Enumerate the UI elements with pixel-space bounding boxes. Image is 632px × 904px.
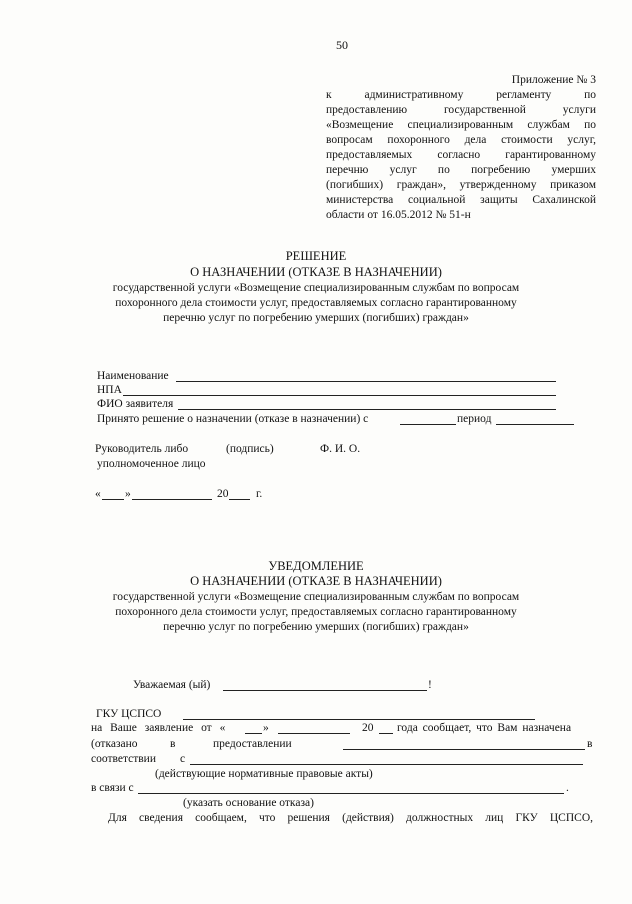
app-close-quote: » [263, 722, 269, 734]
refused-word-3: предоставлении [213, 738, 292, 750]
field-name-line[interactable] [176, 381, 556, 382]
accepted-date-line[interactable] [400, 424, 456, 425]
due-to-label: в связи с [91, 782, 134, 794]
date-close-quote: » [125, 488, 131, 500]
decision-desc: перечню услуг по погребению умерших (погибших) граждан» [163, 312, 469, 324]
greeting-name-line[interactable] [223, 690, 427, 691]
acts-hint: (действующие нормативные правовые акты) [155, 768, 373, 780]
due-to-line[interactable] [138, 793, 564, 794]
decision-title: РЕШЕНИЕ [285, 249, 347, 263]
notice-desc: похоронного дела стоимости услуг, предоставляемых согласно гарантированному [115, 606, 517, 618]
greeting-exclaim: ! [428, 679, 432, 691]
org-line[interactable] [183, 719, 535, 720]
fio-label: Ф. И. О. [320, 443, 361, 455]
due-to-end: . [566, 782, 569, 794]
appendix-line: к административному регламенту по [326, 89, 596, 101]
appendix-line: предоставлению государственной услуги [326, 104, 596, 116]
notice-title: УВЕДОМЛЕНИЕ [268, 559, 364, 573]
date-open-quote: « [95, 488, 101, 500]
signature-label: (подпись) [226, 443, 274, 455]
head-label: Руководитель либо [95, 443, 189, 455]
date-month-line[interactable] [132, 499, 212, 500]
greeting-label: Уважаемая (ый) [133, 679, 211, 691]
decision-subtitle: О НАЗНАЧЕНИИ (ОТКАЗЕ В НАЗНАЧЕНИИ) [190, 265, 442, 279]
app-suffix: года сообщает, что Вам назначена [397, 722, 572, 734]
page-number: 50 [336, 38, 348, 52]
appendix-line: «Возмещение специализированным службам по [326, 119, 596, 131]
notice-desc: перечню услуг по погребению умерших (погибших) граждан» [163, 621, 469, 633]
period-line[interactable] [496, 424, 574, 425]
app-month-line[interactable] [278, 733, 350, 734]
reason-hint: (указать основание отказа) [183, 797, 314, 809]
field-fio-label: ФИО заявителя [97, 398, 174, 410]
refused-line[interactable] [343, 749, 585, 750]
date-suffix: г. [256, 488, 263, 500]
date-year-line[interactable] [229, 499, 250, 500]
appendix-line: министерства социальной защиты Сахалинской [326, 194, 596, 206]
authorized-label: уполномоченное лицо [97, 458, 206, 470]
notice-last-line: Для сведения сообщаем, что решения (действия) должностных лиц ГКУ ЦСПСО, [108, 812, 593, 824]
accordance-word-2: с [180, 753, 186, 765]
appendix-line: перечню услуг по погребению умерших [326, 164, 596, 176]
refused-end: в [587, 738, 593, 750]
decision-desc: государственной услуги «Возмещение специализированным службам по вопросам [112, 282, 520, 294]
appendix-line: предоставляемых согласно гарантированному [326, 149, 596, 161]
notice-subtitle: О НАЗНАЧЕНИИ (ОТКАЗЕ В НАЗНАЧЕНИИ) [190, 574, 442, 588]
appendix-line: вопросам похоронного дела стоимости услуг, [326, 134, 596, 146]
accordance-line[interactable] [190, 764, 583, 765]
accepted-text: Принято решение о назначении (отказе в назначении) с [97, 413, 369, 425]
date-day-line[interactable] [102, 499, 124, 500]
refused-word-1: (отказано [91, 738, 138, 750]
date-year-prefix: 20 [217, 488, 229, 500]
field-fio-line[interactable] [178, 409, 556, 410]
field-npa-line[interactable] [123, 395, 556, 396]
decision-desc: похоронного дела стоимости услуг, предоставляемых согласно гарантированному [115, 297, 517, 309]
app-year-prefix: 20 [362, 722, 374, 734]
refused-word-2: в [170, 738, 176, 750]
org-label: ГКУ ЦСПСО [96, 708, 162, 720]
app-year-line[interactable] [379, 733, 393, 734]
appendix-line: (погибших) граждан», утвержденному приказом [326, 179, 596, 191]
field-name-label: Наименование [97, 370, 169, 382]
period-label: период [457, 413, 492, 425]
app-day-line[interactable] [245, 733, 262, 734]
appendix-line: области от 16.05.2012 № 51-н [326, 209, 471, 221]
notice-desc: государственной услуги «Возмещение специализированным службам по вопросам [112, 591, 520, 603]
app-prefix: на Ваше заявление от « [91, 722, 226, 734]
accordance-word-1: соответствии [91, 753, 156, 765]
appendix-title: Приложение № 3 [511, 74, 596, 86]
field-npa-label: НПА [97, 384, 122, 396]
